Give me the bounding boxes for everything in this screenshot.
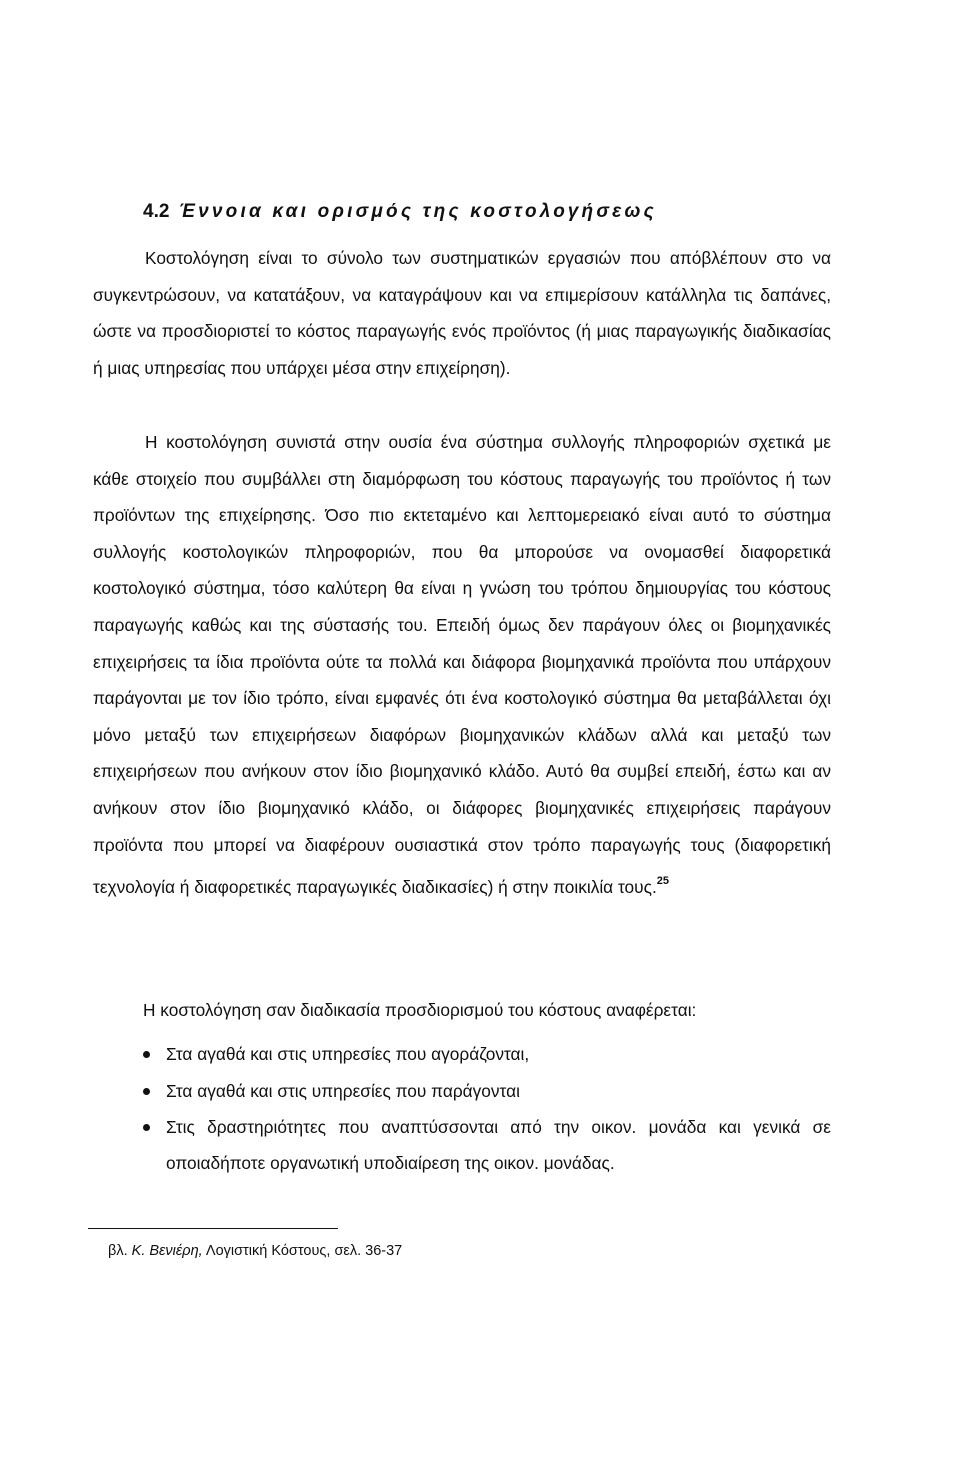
footnote-book: Λογιστική Κόστους, bbox=[205, 1243, 331, 1259]
bullet-icon bbox=[143, 1088, 150, 1095]
paragraph-1-text: Κοστολόγηση είναι το σύνολο των συστηματικών εργασιών που απόβλέπουν στο να συγκεντρώσουν, να κατατάξουν, να καταγράψουν και να επιμερίσουν κατάλληλα τις δαπάνες, ώστε να προσδιοριστεί το κόστος παραγωγής ενός προϊόντος (ή μιας παραγωγικής διαδικασίας ή μιας υπηρεσίας που υπάρχει μέσα στην επιχείρηση). bbox=[93, 248, 831, 378]
bullet-list bbox=[143, 1037, 831, 1182]
paragraph-2-text: Η κοστολόγηση συνιστά στην ουσία ένα σύστημα συλλογής πληροφοριών σχετικά με κάθε στοιχείο που συμβάλλει στη διαμόρφωση του κόστους παραγωγής του προϊόντος ή των προϊόντων της επιχείρησης. Όσο πιο εκτεταμένο και λεπτομερειακό είναι αυτό το σύστημα συλλογής κοστολογικών πληροφοριών, που θα μπορούσε να ονομασθεί διαφορετικά κοστολογικό σύστημα, τόσο καλύτερη θα είναι η γνώση του τρόπου δημιουργίας του κόστους παραγωγής καθώς και της σύστασής του. Επειδή όμως δεν παράγουν όλες οι βιομηχανικές επιχειρήσεις τα ίδια προϊόντα ούτε τα πολλά και διάφορα βιομηχανικά προϊόντα που υπάρχουν παράγονται με τον ίδιο τρόπο, είναι εμφανές ότι ένα κοστολογικό σύστημα θα μεταβάλλεται όχι μόνο μεταξύ των επιχειρήσεων διαφόρων βιομηχανικών κλάδων αλλά και μεταξύ των επιχειρήσεων που ανήκουν στον ίδιο βιομηχανικό κλάδο. Αυτό θα συμβεί επειδή, έστω και αν ανήκουν στον ίδιο βιομηχανικό κλάδο, οι διάφορες βιομηχανικές επιχειρήσεις παράγουν προϊόντα που μπορεί να διαφέρουν ουσιαστικά στον τρόπο παραγωγής τους (διαφορετική τεχνολογία ή διαφορετικές παραγωγικές διαδικασίες) ή στην ποικιλία τους. bbox=[93, 432, 831, 898]
footnote-prefix: βλ. bbox=[108, 1243, 128, 1259]
list-item bbox=[143, 1110, 831, 1181]
footnote-author: Κ. Βενιέρη, bbox=[131, 1243, 203, 1259]
section-heading bbox=[143, 201, 657, 223]
list-item bbox=[143, 1037, 831, 1073]
section-number: 4.2 bbox=[143, 201, 170, 222]
list-item-text: Στις δραστηριότητες που αναπτύσσονται από την οικον. μονάδα και γενικά σε οποιαδήποτε οργανωτική υποδιαίρεση της οικον. μονάδας. bbox=[166, 1117, 831, 1173]
list-item-text: Στα αγαθά και στις υπηρεσίες που παράγονται bbox=[166, 1080, 520, 1101]
paragraph-cost-system bbox=[93, 424, 831, 906]
bullet-icon bbox=[143, 1124, 150, 1131]
paragraph-definition bbox=[93, 240, 831, 386]
section-title: Έννοια και ορισμός της κοστολογήσεως bbox=[178, 201, 657, 222]
footnote-reference[interactable]: 25 bbox=[656, 875, 669, 888]
bullet-icon bbox=[143, 1051, 150, 1058]
footnote-pages: σελ. 36-37 bbox=[334, 1243, 403, 1259]
footnote-divider bbox=[88, 1228, 338, 1229]
footnote bbox=[108, 1243, 402, 1259]
list-item bbox=[143, 1074, 831, 1110]
list-item-text: Στα αγαθά και στις υπηρεσίες που αγοράζονται, bbox=[166, 1044, 530, 1064]
list-intro: Η κοστολόγηση σαν διαδικασία προσδιορισμού του κόστους αναφέρεται: bbox=[143, 1000, 697, 1020]
